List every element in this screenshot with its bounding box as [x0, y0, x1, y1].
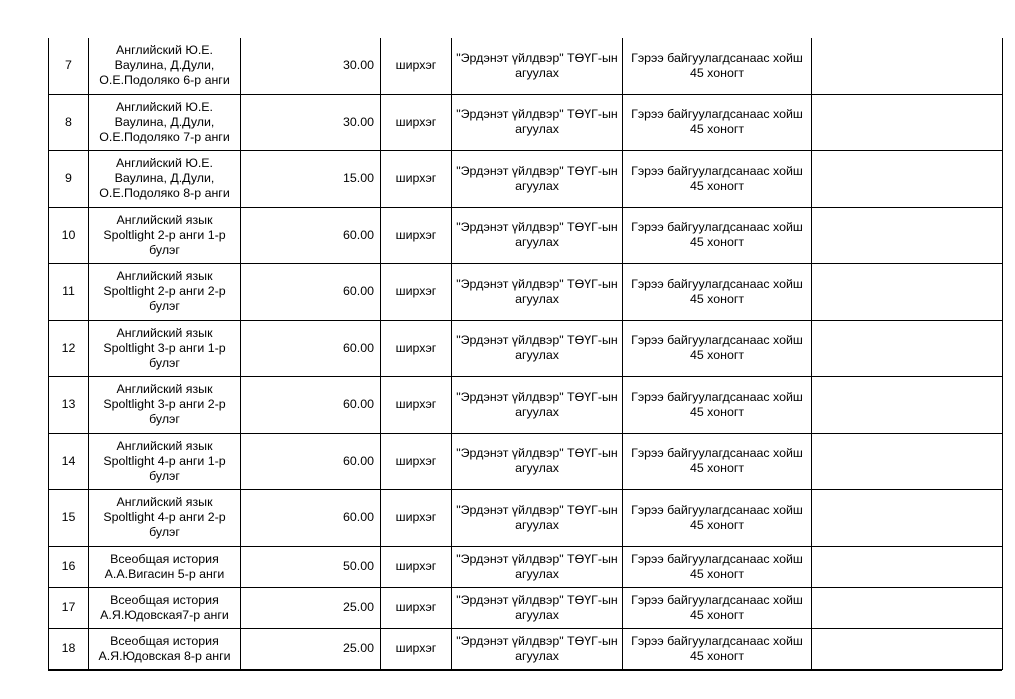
item-name-cell: Английский язык Spoltlight 2-р анги 2-р булэг [89, 263, 241, 320]
quantity-cell: 50.00 [241, 546, 381, 587]
table-body [49, 38, 1003, 669]
quantity-cell: 30.00 [241, 38, 381, 94]
note-cell [812, 150, 1003, 207]
table-row [49, 207, 1003, 263]
delivery-term-cell: Гэрээ байгуулагдсанаас хойш 45 хоногт [623, 376, 812, 433]
delivery-location-cell: "Эрдэнэт үйлдвэр" ТӨҮГ-ын агуулах [452, 376, 623, 433]
note-cell [812, 376, 1003, 433]
quantity-cell: 60.00 [241, 376, 381, 433]
row-number-cell: 8 [49, 94, 89, 150]
row-number-cell: 10 [49, 207, 89, 263]
delivery-term-cell: Гэрээ байгуулагдсанаас хойш 45 хоногт [623, 207, 812, 263]
row-number-cell: 17 [49, 587, 89, 628]
quantity-cell: 60.00 [241, 207, 381, 263]
delivery-location-cell: "Эрдэнэт үйлдвэр" ТӨҮГ-ын агуулах [452, 587, 623, 628]
table-row [49, 320, 1003, 376]
delivery-term-cell: Гэрээ байгуулагдсанаас хойш 45 хоногт [623, 628, 812, 669]
row-number-cell: 13 [49, 376, 89, 433]
delivery-location-cell: "Эрдэнэт үйлдвэр" ТӨҮГ-ын агуулах [452, 546, 623, 587]
table-row [49, 38, 1003, 94]
delivery-location-cell: "Эрдэнэт үйлдвэр" ТӨҮГ-ын агуулах [452, 263, 623, 320]
delivery-term-cell: Гэрээ байгуулагдсанаас хойш 45 хоногт [623, 489, 812, 546]
note-cell [812, 38, 1003, 94]
quantity-cell: 60.00 [241, 320, 381, 376]
row-number-cell: 15 [49, 489, 89, 546]
unit-cell: ширхэг [381, 38, 452, 94]
note-cell [812, 94, 1003, 150]
delivery-term-cell: Гэрээ байгуулагдсанаас хойш 45 хоногт [623, 94, 812, 150]
table-row [49, 489, 1003, 546]
delivery-location-cell: "Эрдэнэт үйлдвэр" ТӨҮГ-ын агуулах [452, 150, 623, 207]
note-cell [812, 628, 1003, 669]
row-number-cell: 18 [49, 628, 89, 669]
note-cell [812, 433, 1003, 489]
row-number-cell: 12 [49, 320, 89, 376]
delivery-location-cell: "Эрдэнэт үйлдвэр" ТӨҮГ-ын агуулах [452, 94, 623, 150]
note-cell [812, 207, 1003, 263]
note-cell [812, 320, 1003, 376]
delivery-term-cell: Гэрээ байгуулагдсанаас хойш 45 хоногт [623, 38, 812, 94]
item-name-cell: Английский язык Spoltlight 4-р анги 2-р булэг [89, 489, 241, 546]
item-name-cell: Английский язык Spoltlight 3-р анги 1-р булэг [89, 320, 241, 376]
delivery-location-cell: "Эрдэнэт үйлдвэр" ТӨҮГ-ын агуулах [452, 433, 623, 489]
quantity-cell: 60.00 [241, 263, 381, 320]
delivery-location-cell: "Эрдэнэт үйлдвэр" ТӨҮГ-ын агуулах [452, 207, 623, 263]
table-row [49, 628, 1003, 669]
unit-cell: ширхэг [381, 150, 452, 207]
unit-cell: ширхэг [381, 546, 452, 587]
row-number-cell: 9 [49, 150, 89, 207]
unit-cell: ширхэг [381, 587, 452, 628]
delivery-location-cell: "Эрдэнэт үйлдвэр" ТӨҮГ-ын агуулах [452, 489, 623, 546]
item-name-cell: Английский Ю.Е. Ваулина, Д.Дули, О.Е.Подоляко 6-р анги [89, 38, 241, 94]
table-row [49, 263, 1003, 320]
procurement-table [48, 38, 1003, 670]
quantity-cell: 25.00 [241, 628, 381, 669]
table-row [49, 587, 1003, 628]
quantity-cell: 30.00 [241, 94, 381, 150]
note-cell [812, 587, 1003, 628]
delivery-term-cell: Гэрээ байгуулагдсанаас хойш 45 хоногт [623, 150, 812, 207]
item-name-cell: Всеобщая история А.А.Вигасин 5-р анги [89, 546, 241, 587]
quantity-cell: 15.00 [241, 150, 381, 207]
unit-cell: ширхэг [381, 628, 452, 669]
quantity-cell: 25.00 [241, 587, 381, 628]
note-cell [812, 546, 1003, 587]
unit-cell: ширхэг [381, 433, 452, 489]
table-row [49, 94, 1003, 150]
item-name-cell: Английский язык Spoltlight 4-р анги 1-р булэг [89, 433, 241, 489]
table-row [49, 150, 1003, 207]
row-number-cell: 14 [49, 433, 89, 489]
note-cell [812, 489, 1003, 546]
delivery-term-cell: Гэрээ байгуулагдсанаас хойш 45 хоногт [623, 263, 812, 320]
delivery-location-cell: "Эрдэнэт үйлдвэр" ТӨҮГ-ын агуулах [452, 628, 623, 669]
row-number-cell: 7 [49, 38, 89, 94]
row-number-cell: 16 [49, 546, 89, 587]
item-name-cell: Английский язык Spoltlight 2-р анги 1-р булэг [89, 207, 241, 263]
unit-cell: ширхэг [381, 207, 452, 263]
unit-cell: ширхэг [381, 376, 452, 433]
unit-cell: ширхэг [381, 320, 452, 376]
delivery-term-cell: Гэрээ байгуулагдсанаас хойш 45 хоногт [623, 320, 812, 376]
table-bottom-border [48, 669, 1002, 671]
table-row [49, 376, 1003, 433]
item-name-cell: Английский язык Spoltlight 3-р анги 2-р булэг [89, 376, 241, 433]
item-name-cell: Английский Ю.Е. Ваулина, Д.Дули, О.Е.Подоляко 8-р анги [89, 150, 241, 207]
delivery-term-cell: Гэрээ байгуулагдсанаас хойш 45 хоногт [623, 546, 812, 587]
item-name-cell: Всеобщая история А.Я.Юдовская 8-р анги [89, 628, 241, 669]
delivery-term-cell: Гэрээ байгуулагдсанаас хойш 45 хоногт [623, 587, 812, 628]
table-row [49, 433, 1003, 489]
delivery-location-cell: "Эрдэнэт үйлдвэр" ТӨҮГ-ын агуулах [452, 320, 623, 376]
table-row [49, 546, 1003, 587]
delivery-location-cell: "Эрдэнэт үйлдвэр" ТӨҮГ-ын агуулах [452, 38, 623, 94]
item-name-cell: Всеобщая история А.Я.Юдовская7-р анги [89, 587, 241, 628]
delivery-term-cell: Гэрээ байгуулагдсанаас хойш 45 хоногт [623, 433, 812, 489]
unit-cell: ширхэг [381, 94, 452, 150]
row-number-cell: 11 [49, 263, 89, 320]
item-name-cell: Английский Ю.Е. Ваулина, Д.Дули, О.Е.Подоляко 7-р анги [89, 94, 241, 150]
note-cell [812, 263, 1003, 320]
procurement-table-page [48, 38, 1002, 670]
quantity-cell: 60.00 [241, 489, 381, 546]
unit-cell: ширхэг [381, 263, 452, 320]
quantity-cell: 60.00 [241, 433, 381, 489]
unit-cell: ширхэг [381, 489, 452, 546]
